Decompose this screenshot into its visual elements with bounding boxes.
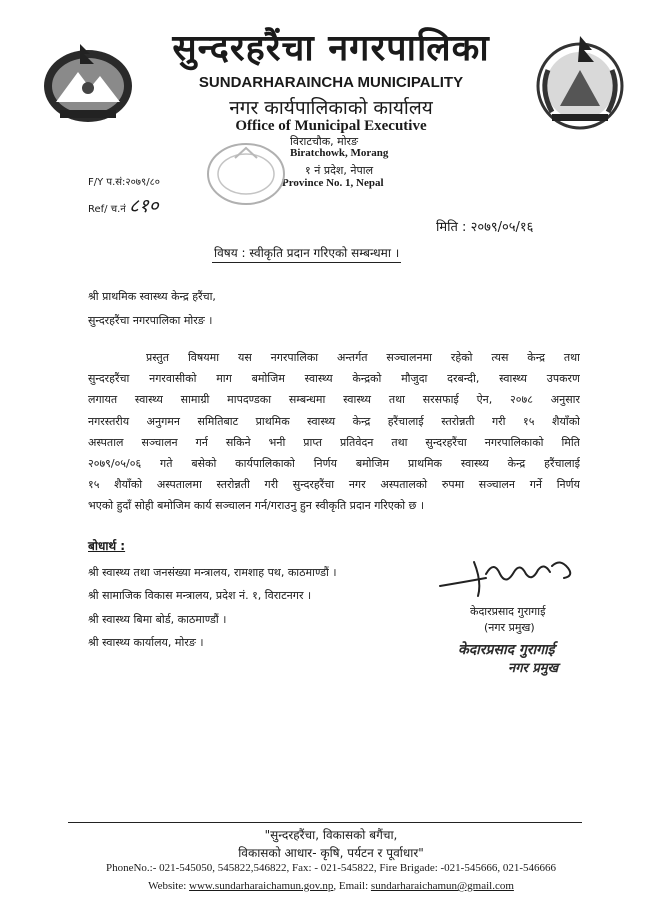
- email-label: , Email:: [333, 880, 371, 892]
- body-line: सुन्दरहरैंचा नगरवासीको माग बमोजिम स्वास्थ्य केन्द्रको मौजुदा दरबन्दी, स्वास्थ्य उपकरण: [88, 372, 580, 386]
- dispatch-ref-number: ८१०: [129, 195, 159, 217]
- address-english: Biratchowk, Morang: [290, 147, 389, 159]
- municipality-title-nepali: सुन्दरहरैंचा नगरपालिका: [172, 27, 490, 69]
- body-line: नगरस्तरीय अनुगमन समितिबाट प्राथमिक स्वास्थ्य केन्द्र हरैंचालाई स्तरोन्नती गरी १५ शैयाँको: [88, 414, 580, 428]
- body-line: अस्पताल सञ्चालन गर्न सकिने भनी प्राप्त प्रतिवेदन तथा सुन्दरहरैंचा नगरपालिकाको मिति: [88, 435, 580, 449]
- office-title-english: Office of Municipal Executive: [235, 118, 427, 134]
- province-nepali: १ नं प्रदेश, नेपाल: [305, 164, 374, 177]
- office-stamp-icon: [205, 138, 287, 208]
- dispatch-ref: [88, 192, 159, 218]
- address-nepali: विराटचौक, मोरङ: [290, 135, 359, 148]
- cc-item: श्री स्वास्थ्य कार्यालय, मोरङ ।: [88, 636, 204, 649]
- letter-date: मिति : २०७९/०५/१६: [436, 220, 534, 235]
- cc-item: श्री स्वास्थ्य बिमा बोर्ड, काठमाण्डौं ।: [88, 613, 227, 626]
- website-link[interactable]: www.sundarharaichamun.gov.np: [189, 880, 334, 892]
- seal-signatory-name: केदारप्रसाद गुरागाई: [458, 642, 555, 658]
- fiscal-year-ref: F/Y प.सं:२०७९/८०: [88, 177, 160, 188]
- cc-item: श्री स्वास्थ्य तथा जनसंख्या मन्त्रालय, रामशाह पथ, काठमाण्डौं ।: [88, 566, 337, 579]
- recipient-line-2: सुन्दरहरैंचा नगरपालिका मोरङ ।: [88, 314, 213, 327]
- office-title-nepali: नगर कार्यपालिकाको कार्यालय: [229, 97, 433, 119]
- body-line: लगायत स्वास्थ्य सामाग्री मापदण्डका सम्बन्धमा स्वास्थ्य तथा सरसफाई ऐन, २०७८ अनुसार: [88, 393, 580, 407]
- footer-contact: PhoneNo.:- 021-545050, 545822,546822, Fax: - 021-545822, Fire Brigade: -021-545666, 021-546666: [105, 862, 557, 874]
- signatory-name: केदारप्रसाद गुरागाई: [470, 605, 546, 618]
- footer-divider: [68, 822, 582, 823]
- province-english: Province No. 1, Nepal: [282, 177, 384, 189]
- municipality-title-english: SUNDARHARAINCHA MUNICIPALITY: [198, 74, 464, 91]
- body-line: भएको हुदाँ सोही बमोजिम कार्य सञ्चालन गर्न/गराउनु हुन स्वीकृति प्रदान गरिएको छ ।: [88, 499, 425, 513]
- subject-line: विषय : स्वीकृति प्रदान गरिएको सम्बन्धमा ।: [212, 244, 401, 263]
- cc-item: श्री सामाजिक विकास मन्त्रालय, प्रदेश नं. १, विराटनगर ।: [88, 589, 312, 602]
- footer-web: [0, 880, 662, 892]
- footer-slogan-2: विकासको आधार- कृषि, पर्यटन र पूर्वाधार": [238, 846, 424, 860]
- seal-signatory-role: नगर प्रमुख: [508, 661, 559, 676]
- email-link[interactable]: sundarharaichamun@gmail.com: [370, 880, 514, 892]
- body-line: १५ शैयाँको अस्पतालमा स्तरोन्नती गरी सुन्दरहरैंचा नगर अस्पतालको रुपमा सञ्चालन गर्ने निर्णय: [88, 478, 580, 492]
- website-label: Website:: [148, 880, 190, 892]
- dispatch-ref-label: Ref/ च.नं: [88, 204, 126, 215]
- footer-slogan-1: "सुन्दरहरैंचा, विकासको बगैंचा,: [264, 828, 398, 842]
- signature-scribble-icon: [434, 552, 584, 600]
- body-line: प्रस्तुत विषयमा यस नगरपालिका अन्तर्गत सञ्चालनमा रहेको त्यस केन्द्र तथा: [146, 351, 580, 364]
- body-line: २०७९/०५/०६ गते बसेको कार्यपालिकाको निर्णय बमोजिम प्राथमिक स्वास्थ्य केन्द्र हरैंचालाई: [88, 457, 580, 471]
- cc-heading: बोधार्थ :: [88, 539, 126, 553]
- signatory-role: (नगर प्रमुख): [484, 621, 535, 634]
- body-paragraph: [88, 347, 580, 517]
- recipient-line-1: श्री प्राथमिक स्वास्थ्य केन्द्र हरैंचा,: [88, 290, 216, 303]
